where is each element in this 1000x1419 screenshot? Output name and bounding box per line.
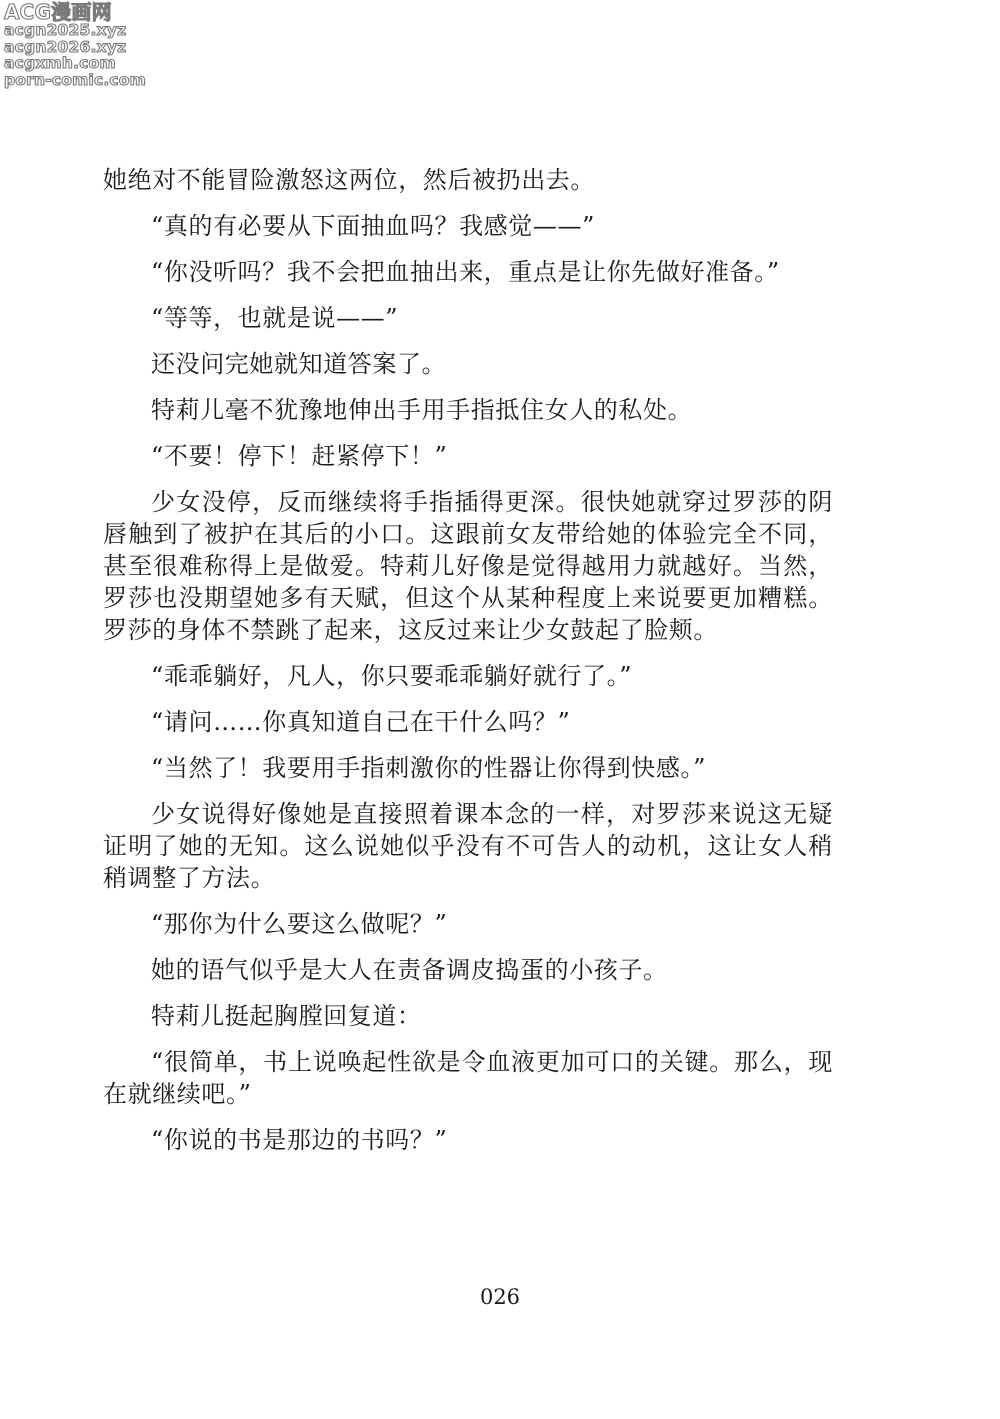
paragraph: 她绝对不能冒险激怒这两位，然后被扔出去。 [103,166,595,194]
paragraph: “那你为什么要这么做呢？” [151,910,448,938]
page-number: 026 [479,1285,521,1309]
watermark-url-4: porn-comic.com [4,70,147,89]
paragraph: 她的语气似乎是大人在责备调皮捣蛋的小孩子。 [151,956,668,984]
paragraph: “当然了！我要用手指刺激你的性器让你得到快感。” [151,754,706,782]
paragraph: 特莉儿毫不犹豫地伸出手用手指抵住女人的私处。 [151,396,693,424]
paragraph: “请问……你真知道自己在干什么吗？” [151,708,571,736]
watermark-title: ACG漫画网 [4,0,112,24]
paragraph: “很简单，书上说唤起性欲是令血液更加可口的关键。那么，现在就继续吧。” [103,1048,833,1108]
paragraph: “你说的书是那边的书吗？” [151,1126,448,1154]
paragraph: “等等，也就是说——” [151,304,399,332]
site-watermark [4,2,154,88]
paragraph: “乖乖躺好，凡人，你只要乖乖躺好就行了。” [151,662,633,690]
paragraph: 还没问完她就知道答案了。 [151,350,447,378]
watermark-url-2: acgn2026.xyz [4,37,127,56]
paragraph: “真的有必要从下面抽血吗？我感觉——” [151,212,595,240]
paragraph: 特莉儿挺起胸膛回复道： [151,1002,422,1030]
page-body [103,164,833,1170]
paragraph: 少女没停，反而继续将手指插得更深。很快她就穿过罗莎的阴唇触到了被护在其后的小口。这跟前女友带给她的体验完全不同，甚至很难称得上是做爱。特莉儿好像是觉得越用力就越好。当然，罗莎也没期望她多有天赋，但这个从某种程度上来说要更加糟糕。罗莎的身体不禁跳了起来，这反过来让少女鼓起了脸颊。 [103,488,833,644]
watermark-url-3: acgxmh.com [4,54,116,72]
paragraph: 少女说得好像她是直接照着课本念的一样，对罗莎来说这无疑证明了她的无知。这么说她似乎没有不可告人的动机，这让女人稍稍调整了方法。 [103,800,833,892]
watermark-url-1: acgn2025.xyz [4,21,127,39]
paragraph: “不要！停下！赶紧停下！” [151,442,448,470]
paragraph: “你没听吗？我不会把血抽出来，重点是让你先做好准备。” [151,258,780,286]
